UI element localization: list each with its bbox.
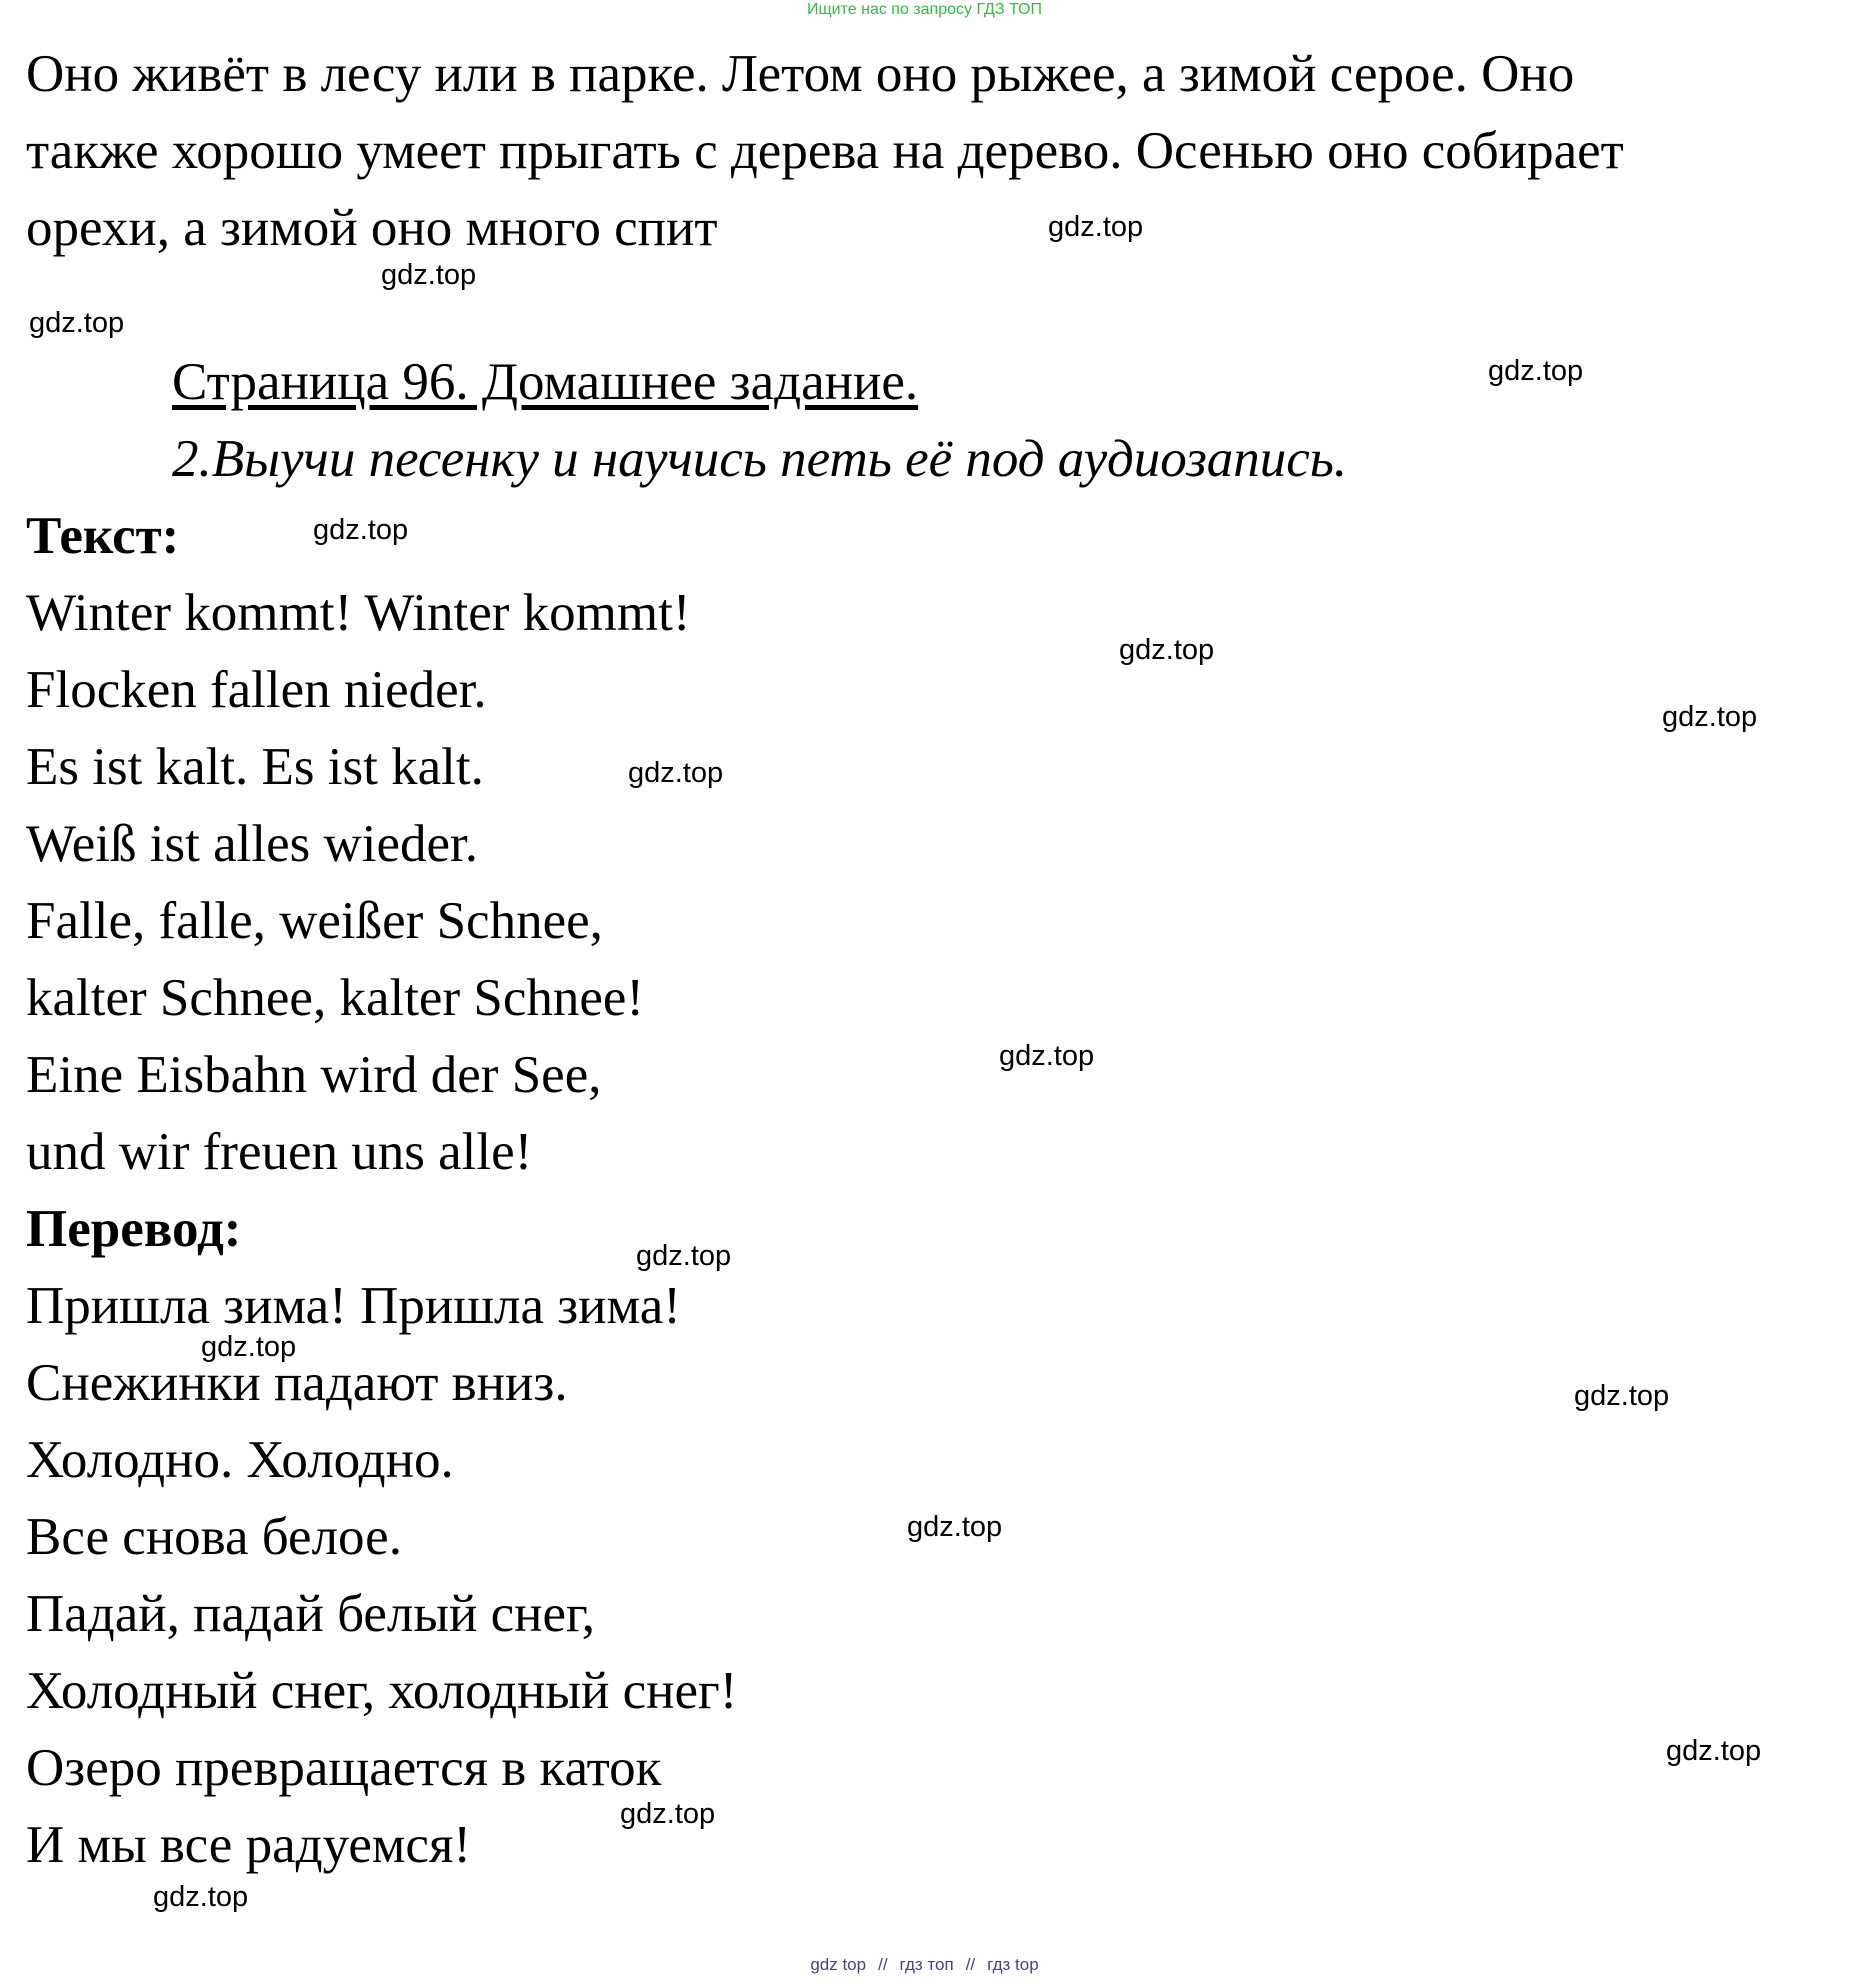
song-line: Eine Eisbahn wird der See,: [26, 1046, 602, 1104]
page-heading: Страница 96. Домашнее задание.: [172, 353, 919, 411]
text-label: Текст:: [26, 507, 180, 565]
song-line: Weiß ist alles wieder.: [26, 815, 479, 873]
song-line: Winter kommt! Winter kommt!: [26, 584, 691, 642]
watermark: gdz.top: [636, 1240, 732, 1272]
watermark: gdz.top: [1119, 634, 1215, 666]
footer-links: [0, 1955, 1849, 1975]
watermark: gdz.top: [201, 1331, 297, 1363]
intro-line-2: также хорошо умеет прыгать с дерева на дерево. Осенью оно собирает: [26, 122, 1624, 180]
footer-link[interactable]: гдз топ: [899, 1955, 954, 1974]
footer-link[interactable]: gdz top: [810, 1955, 867, 1974]
watermark: gdz.top: [1662, 701, 1758, 733]
watermark: gdz.top: [313, 514, 409, 546]
song-line: und wir freuen uns alle!: [26, 1123, 533, 1181]
translation-label: Перевод:: [26, 1200, 242, 1258]
translation-line: Снежинки падают вниз.: [26, 1354, 568, 1412]
watermark: gdz.top: [153, 1881, 249, 1913]
watermark: gdz.top: [1574, 1380, 1670, 1412]
watermark: gdz.top: [628, 757, 724, 789]
footer-separator: //: [965, 1955, 976, 1974]
translation-line: И мы все радуемся!: [26, 1816, 471, 1874]
watermark: gdz.top: [999, 1040, 1095, 1072]
song-line: Flocken fallen nieder.: [26, 661, 487, 719]
intro-line-1: Оно живёт в лесу или в парке. Летом оно рыжее, а зимой серое. Оно: [26, 45, 1575, 103]
watermark: gdz.top: [29, 307, 125, 339]
watermark: gdz.top: [1048, 211, 1144, 243]
task-text: 2.Выучи песенку и научись петь её под аудиозапись.: [172, 430, 1348, 488]
translation-line: Пришла зима! Пришла зима!: [26, 1277, 681, 1335]
watermark: gdz.top: [381, 259, 477, 291]
watermark: gdz.top: [1666, 1735, 1762, 1767]
translation-line: Падай, падай белый снег,: [26, 1585, 596, 1643]
translation-line: Все снова белое.: [26, 1508, 402, 1566]
song-line: Es ist kalt. Es ist kalt.: [26, 738, 484, 796]
watermark: gdz.top: [620, 1798, 716, 1830]
intro-line-3: орехи, а зимой оно много спит: [26, 199, 718, 257]
watermark: gdz.top: [907, 1511, 1003, 1543]
translation-line: Озеро превращается в каток: [26, 1739, 662, 1797]
watermark: gdz.top: [1488, 355, 1584, 387]
song-line: Falle, falle, weißer Schnee,: [26, 892, 603, 950]
translation-line: Холодно. Холодно.: [26, 1431, 454, 1489]
footer-link[interactable]: гдз top: [987, 1955, 1039, 1974]
footer-separator: //: [878, 1955, 888, 1974]
translation-line: Холодный снег, холодный снег!: [26, 1662, 738, 1720]
song-line: kalter Schnee, kalter Schnee!: [26, 969, 645, 1027]
top-banner: Ищите нас по запросу ГДЗ ТОП: [807, 1, 1042, 18]
